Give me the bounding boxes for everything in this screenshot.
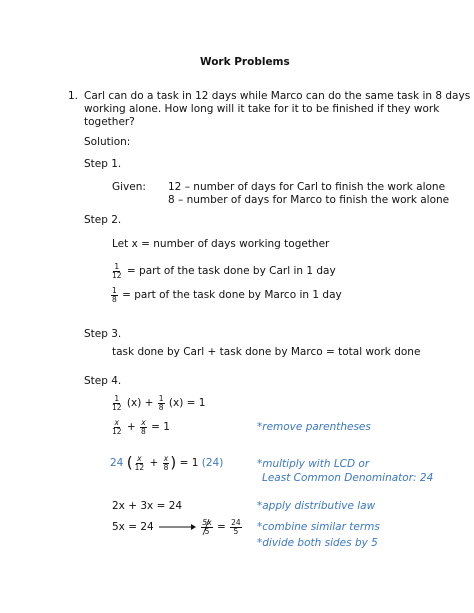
note-multiply-lcd: *multiply with LCD or [257, 458, 370, 470]
note-divide-by-5: *divide both sides by 5 [257, 537, 378, 549]
equation-text: = 1 [151, 421, 170, 433]
fraction [163, 455, 170, 472]
fraction [134, 455, 146, 472]
fraction [111, 395, 123, 412]
equation-text: + [149, 457, 159, 469]
carl-rate-text: = part of the task done by Carl in 1 day [126, 265, 336, 277]
fraction [111, 419, 123, 436]
fraction-numerator: x [137, 453, 142, 463]
fraction-denominator: 8 [112, 294, 117, 304]
equation-5 [112, 515, 243, 539]
problem-line-2: working alone. How long will it take for it to be finished if they work [84, 103, 440, 115]
fraction-denominator: 12 [112, 426, 122, 436]
marco-rate-fraction [111, 287, 118, 304]
let-definition: Let x = number of days working together [112, 238, 330, 250]
step3-label: Step 3. [84, 328, 122, 340]
note-distributive-law: *apply distributive law [257, 500, 376, 512]
fraction-numerator: 1 [114, 261, 120, 271]
fraction-denominator: 12 [112, 402, 122, 412]
equation-2 [110, 418, 170, 436]
marco-rate-text: = part of the task done by Marco in 1 day [122, 289, 342, 301]
step1-label: Step 1. [84, 158, 122, 170]
fraction-numerator: 1 [158, 393, 164, 403]
note-lcd-value: Least Common Denominator: 24 [262, 472, 434, 484]
fraction [140, 419, 147, 436]
fraction-numerator: x [141, 417, 146, 427]
solution-label: Solution: [84, 136, 131, 148]
equation-text: + [126, 421, 136, 433]
problem-line-1: Carl can do a task in 12 days while Marco can do the same task in 8 days [84, 90, 471, 102]
carl-rate-line [110, 262, 336, 280]
equation-text: (x) = 1 [168, 397, 206, 409]
fraction-numerator: 5x [202, 517, 212, 527]
fraction-numerator: 24 [231, 517, 241, 527]
arrow-icon [157, 522, 197, 532]
page-title: Work Problems [200, 56, 290, 68]
note-remove-parentheses: *remove parentheses [257, 421, 371, 433]
fraction-denominator: 5 [233, 526, 239, 536]
fraction-numerator: x [163, 453, 169, 463]
equation-4: 2x + 3x = 24 [112, 500, 183, 512]
problem-number: 1. [68, 90, 79, 102]
problem-line-3: together? [84, 116, 135, 128]
note-combine-terms: *combine similar terms [257, 521, 380, 533]
cancel-strike-icon [200, 518, 214, 536]
open-paren: ( [126, 453, 133, 472]
step2-label: Step 2. [84, 214, 122, 226]
fraction-denominator: 12 [112, 270, 122, 280]
cancel-fraction [201, 519, 212, 536]
marco-rate-line [110, 286, 342, 304]
work-equation: task done by Carl + task done by Marco = total work done [112, 346, 421, 358]
given-label: Given: [112, 181, 146, 193]
lcd-multiplier: 24 [110, 457, 124, 469]
fraction-numerator: 1 [112, 285, 117, 295]
given-line-2: 8 – number of days for Marco to finish the work alone [168, 194, 450, 206]
equation-3 [110, 453, 223, 473]
fraction-denominator: 8 [163, 462, 169, 472]
fraction-numerator: 1 [114, 393, 120, 403]
step4-label: Step 4. [84, 375, 122, 387]
equation-text: = 1 [179, 457, 199, 469]
fraction-denominator: 8 [141, 426, 146, 436]
fraction-denominator: 5 [204, 526, 210, 536]
equation-1 [110, 394, 205, 412]
fraction-denominator: 12 [134, 462, 145, 472]
carl-rate-fraction [111, 263, 123, 280]
fraction-denominator: 8 [158, 402, 164, 412]
result-fraction [230, 519, 242, 536]
lcd-multiplier: (24) [201, 457, 224, 469]
equation-text: 5x = 24 [112, 521, 154, 533]
close-paren: ) [170, 453, 177, 472]
given-line-1: 12 – number of days for Carl to finish the work alone [168, 181, 446, 193]
fraction [158, 395, 165, 412]
equation-text: = [216, 521, 226, 533]
equation-text: (x) + [126, 397, 154, 409]
fraction-numerator: x [114, 417, 119, 427]
